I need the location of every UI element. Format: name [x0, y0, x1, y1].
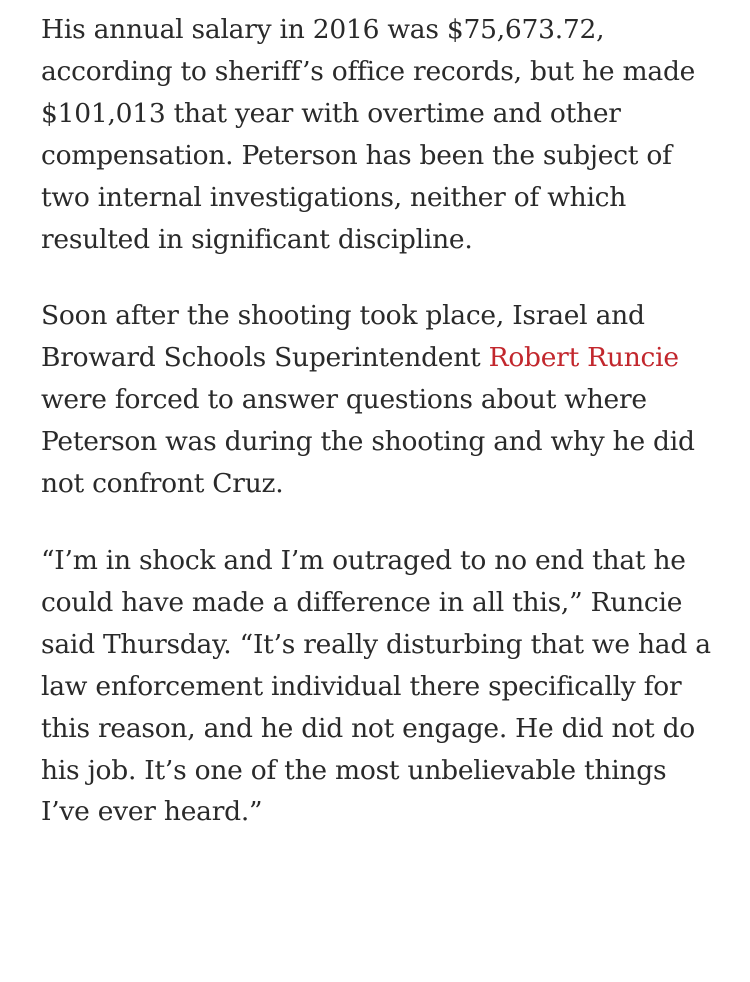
text-line: His annual salary in 2016 was $75,673.72, — [41, 14, 605, 45]
text-line-with-link — [41, 337, 731, 379]
paragraph-salary — [41, 9, 731, 260]
text-line: I’ve ever heard.” — [41, 796, 263, 828]
text-line: resulted in significant discipline. — [41, 223, 473, 255]
text-line: $101,013 that year with overtime and other — [41, 97, 621, 129]
paragraph-quote — [41, 540, 731, 833]
text-line: were forced to answer questions about where — [41, 384, 647, 416]
text-line: not confront Cruz. — [41, 468, 284, 500]
text-line: Soon after the shooting took place, Israel and — [41, 300, 645, 332]
text-line: his job. It’s one of the most unbelievable things — [41, 754, 667, 786]
text-line: compensation. Peterson has been the subject of — [41, 139, 672, 171]
text-line: this reason, and he did not engage. He did not do — [41, 712, 695, 744]
text-line: according to sheriff’s office records, but he made — [41, 55, 696, 87]
text-line: could have made a difference in all this,” Runcie — [41, 586, 683, 618]
text-line: “I’m in shock and I’m outraged to no end that he — [41, 544, 686, 576]
text-line: law enforcement individual there specifically for — [41, 670, 682, 702]
text-segment: Broward Schools Superintendent — [41, 342, 489, 374]
text-line: two internal investigations, neither of which — [41, 181, 627, 213]
text-line: Peterson was during the shooting and why he did — [41, 426, 695, 458]
article-body — [41, 9, 731, 868]
robert-runcie-link[interactable]: Robert Runcie — [488, 342, 679, 374]
text-line: said Thursday. “It’s really disturbing that we had a — [41, 628, 711, 660]
paragraph-questions — [41, 295, 731, 505]
